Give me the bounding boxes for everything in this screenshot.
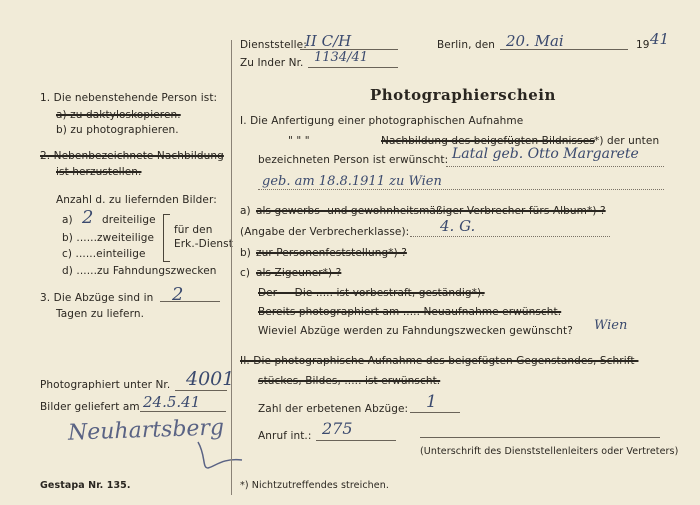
class-line — [410, 236, 610, 237]
item1-heading: 1. Die nebenstehende Person ist: — [40, 92, 218, 104]
year-value: 41 — [650, 30, 670, 48]
delivered-line — [140, 411, 226, 412]
signature-flourish — [196, 438, 246, 472]
delivered-value: 24.5.41 — [143, 393, 201, 411]
footnote: *) Nichtzutreffendes streichen. — [240, 480, 389, 491]
signature-caption: (Unterschrift des Dienststellenleiters oder Vertreters) — [420, 446, 679, 457]
item-a-prefix: a) — [240, 205, 251, 217]
row-b: b) ......zweiteilige — [62, 232, 155, 244]
item-b-prefix: b) — [240, 247, 251, 259]
office-value: II C/H — [305, 32, 352, 50]
date-line — [500, 49, 628, 50]
section2-line2: stückes, Bildes, ..... ist erwünscht. — [258, 375, 441, 387]
row-a-value: 2 — [82, 207, 94, 228]
photographed-label: Photographiert unter Nr. — [40, 379, 171, 391]
photographed-line — [175, 390, 227, 391]
wieviel-value: Wien — [594, 318, 628, 333]
row-c: c) ......einteilige — [62, 248, 146, 260]
item-b-text: zur Personenfeststellung*) ? — [256, 247, 407, 259]
person-name: Latal geb. Otto Margarete — [452, 146, 639, 162]
count-value: 1 — [426, 392, 437, 412]
item2-line2: ist herzustellen. — [56, 166, 142, 178]
section1-struck-phrase: Nachbildung des beigefügten Bildnisses — [381, 135, 595, 147]
form-title: Photographierschein — [370, 86, 556, 104]
item3-line2: Tagen zu liefern. — [56, 308, 145, 320]
class-value: 4. G. — [440, 217, 476, 235]
row-a-label: dreiteilige — [102, 214, 156, 226]
bereits-line: Bereits photographiert am ..... Neuaufnahme erwünscht. — [258, 306, 562, 318]
delivered-label: Bilder geliefert am — [40, 401, 140, 413]
section1-quotes: " " " — [288, 135, 310, 147]
count-label: Zahl der erbetenen Abzüge: — [258, 403, 409, 415]
item-c-prefix: c) — [240, 267, 251, 279]
item-c-text: als Zigeuner*) ? — [256, 267, 342, 279]
footer-form-number: Gestapa Nr. 135. — [40, 480, 131, 491]
row-d: d) ......zu Fahndungszwecken — [62, 265, 217, 277]
brace-label-1: für den — [174, 224, 213, 236]
phone-label: Anruf int.: — [258, 430, 312, 442]
signature-line — [420, 437, 660, 438]
phone-value: 275 — [322, 419, 353, 438]
brace-mark — [163, 214, 170, 262]
year-prefix: 19 — [636, 39, 650, 51]
item1-option-b: b) zu photographieren. — [56, 124, 179, 136]
row-a-prefix: a) — [62, 214, 73, 226]
office-label: Dienststelle: — [240, 39, 307, 51]
item3-line1: 3. Die Abzüge sind in — [40, 292, 154, 304]
person-birth: geb. am 18.8.1911 zu Wien — [262, 174, 442, 189]
date-value: 20. Mai — [506, 32, 564, 50]
section1-line3-label: bezeichneten Person ist erwünscht: — [258, 154, 449, 166]
section1-line2-rest: *) der unten — [594, 135, 660, 147]
wieviel-label: Wieviel Abzüge werden zu Fahndungszwecken gewünscht? — [258, 325, 573, 337]
brace-label-2: Erk.-Dienst — [174, 238, 233, 250]
item3-value: 2 — [172, 284, 184, 305]
der-die-line: Der — Die ..... ist vorbestraft, geständig*). — [258, 287, 485, 299]
person-birth-line — [258, 189, 664, 190]
ref-label: Zu Inder Nr. — [240, 57, 304, 69]
section1-heading: I. Die Anfertigung einer photographischen Aufnahme — [240, 115, 524, 127]
person-name-line — [446, 166, 664, 167]
item3-line — [160, 301, 220, 302]
count-heading: Anzahl d. zu liefernden Bilder: — [56, 194, 217, 206]
section2-line1: II. Die photographische Aufnahme des beigefügten Gegenstandes, Schrift- — [240, 355, 639, 367]
phone-line — [316, 440, 396, 441]
photographed-value: 4001 — [186, 368, 235, 390]
signature: Neuhartsberg — [67, 415, 225, 446]
city-label: Berlin, den — [437, 39, 496, 51]
item-a-text: als gewerbs- und gewohnheitsmäßiger Verbrecher fürs Album*) ? — [256, 205, 606, 217]
ref-value: 1134/41 — [314, 50, 369, 65]
class-label: (Angabe der Verbrecherklasse): — [240, 226, 410, 238]
ref-line — [308, 67, 398, 68]
count-line — [410, 412, 460, 413]
item2-line1: 2. Nebenbezeichnete Nachbildung — [40, 150, 224, 162]
item1-option-a: a) zu daktyloskopieren. — [56, 109, 181, 121]
column-divider — [231, 40, 232, 495]
